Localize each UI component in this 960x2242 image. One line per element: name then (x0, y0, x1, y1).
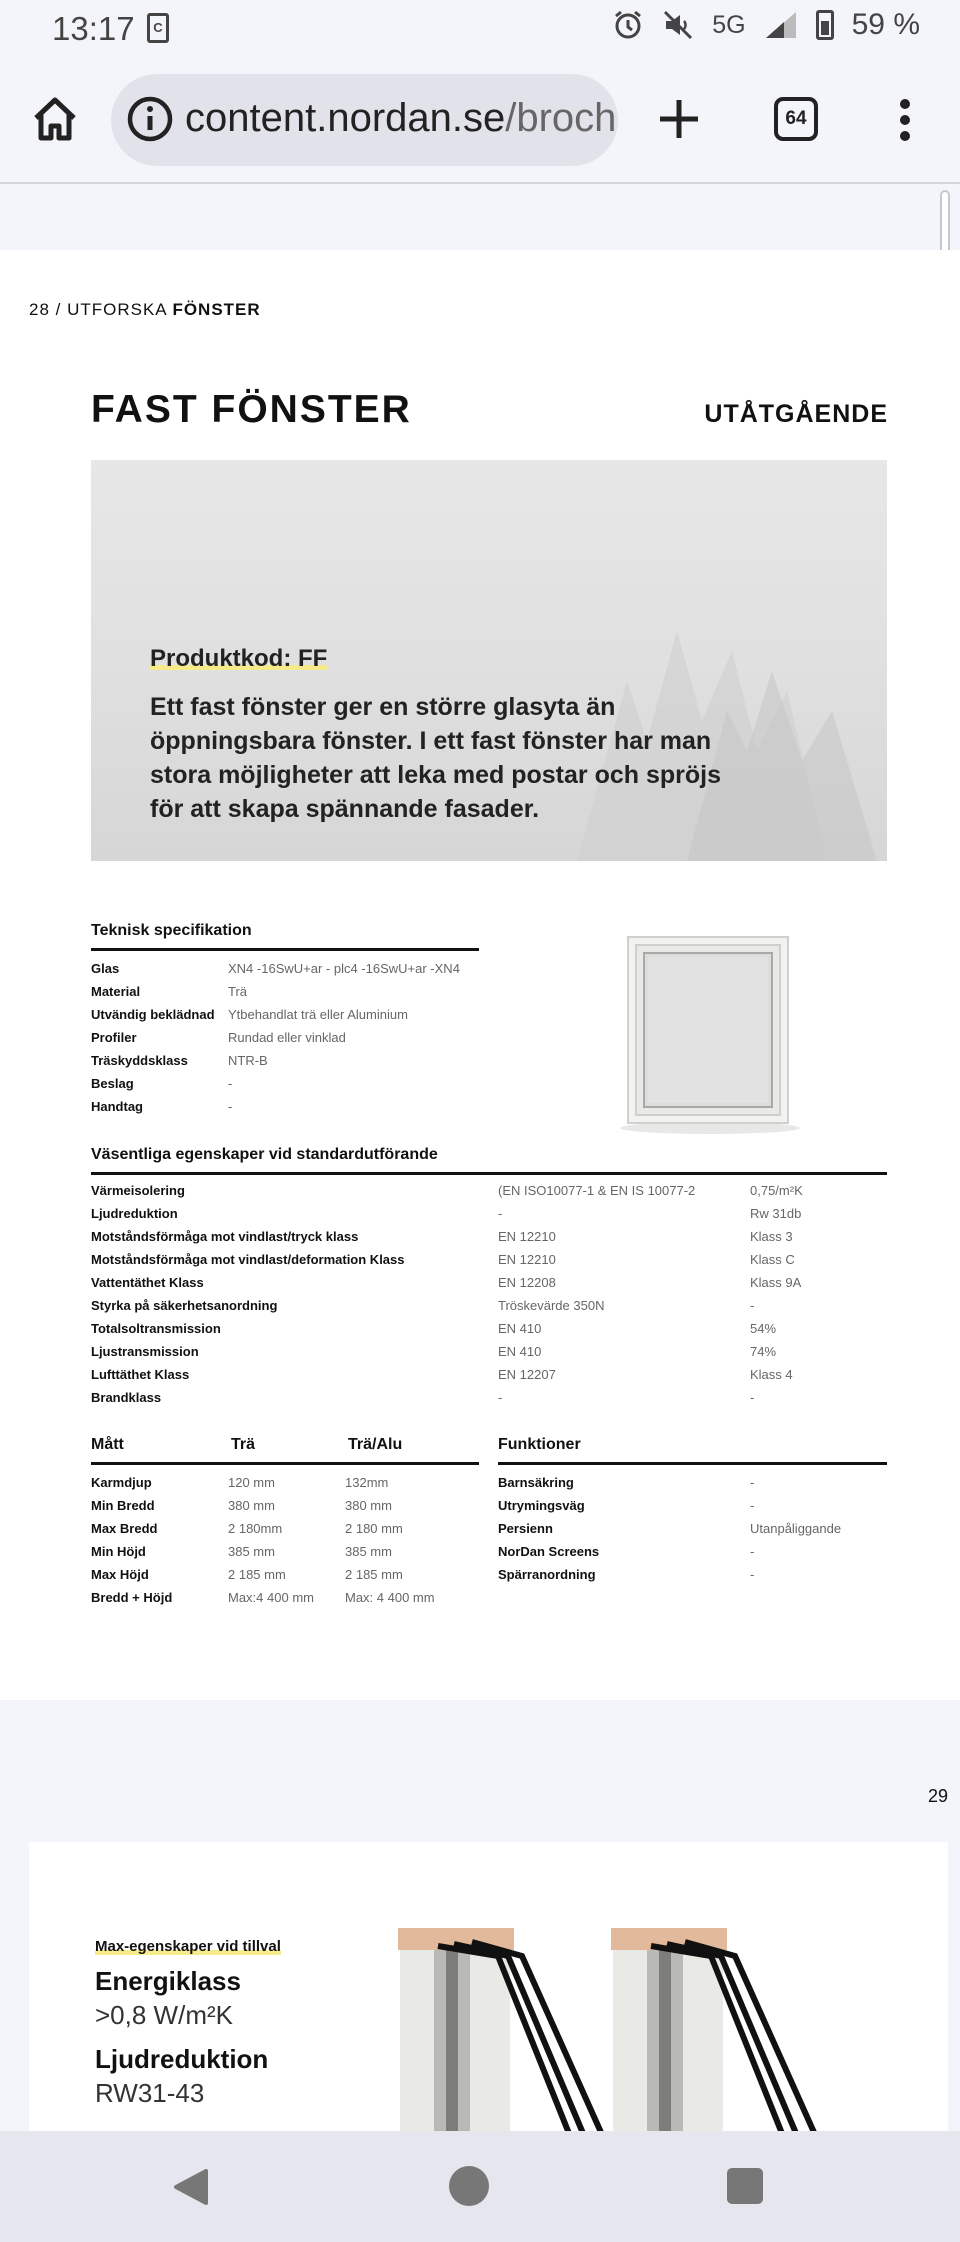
row-value: 132mm (345, 1475, 389, 1490)
row-value: 54% (750, 1321, 777, 1336)
row-value: EN 410 (498, 1344, 542, 1359)
status-icons (612, 8, 920, 42)
plus-icon[interactable] (656, 96, 702, 142)
info-icon[interactable] (125, 94, 175, 144)
network-type: 5G (712, 10, 746, 39)
row-label: Totalsoltransmission (91, 1321, 221, 1336)
row-value: NTR-B (228, 1053, 268, 1068)
home-icon[interactable] (30, 94, 80, 144)
system-nav-bar (0, 2131, 960, 2242)
row-label: Motståndsförmåga mot vindlast/tryck klass (91, 1229, 359, 1244)
row-value: - (498, 1390, 503, 1405)
row-value: EN 12210 (498, 1252, 556, 1267)
row-value: Ytbehandlat trä eller Aluminium (228, 1007, 408, 1022)
recents-icon[interactable] (727, 2168, 763, 2204)
row-value: - (498, 1206, 503, 1221)
row-value: - (750, 1544, 755, 1559)
essential-properties-heading: Väsentliga egenskaper vid standardutförande (91, 1146, 887, 1175)
row-value: Tröskevärde 350N (498, 1298, 605, 1313)
row-label: Handtag (91, 1099, 143, 1114)
row-label: Max Bredd (91, 1521, 158, 1536)
back-icon[interactable] (170, 2167, 210, 2207)
row-label: Brandklass (91, 1390, 162, 1405)
battery-level: 59 % (851, 8, 920, 41)
row-label: Värmeisolering (91, 1183, 185, 1198)
row-value: 380 mm (345, 1498, 392, 1513)
row-value: 74% (750, 1344, 777, 1359)
row-label: Material (91, 984, 141, 999)
row-label: Min Bredd (91, 1498, 155, 1513)
row-value: Trä (228, 984, 248, 999)
page-number: 29 (927, 1786, 948, 1806)
page-title: FAST FÖNSTER (91, 388, 412, 431)
feature-caption: Max-egenskaper vid tillval (95, 1938, 281, 1955)
row-label: Ljustransmission (91, 1344, 199, 1359)
row-label: Max Höjd (91, 1567, 149, 1582)
row-label: Glas (91, 961, 120, 976)
row-value: EN 410 (498, 1321, 542, 1336)
row-value: - (750, 1475, 755, 1490)
dimensions-heading: Mått Trä Trä/Alu (91, 1436, 479, 1465)
row-label: Motståndsförmåga mot vindlast/deformation Klass (91, 1252, 405, 1267)
home-circle-icon[interactable] (449, 2166, 489, 2206)
row-value: 385 mm (228, 1544, 275, 1559)
row-label: Bredd + Höjd (91, 1590, 173, 1605)
sim-icon: C (147, 13, 169, 43)
energy-value: >0,8 W/m²K (95, 2000, 233, 2030)
row-value: Utanpåliggande (750, 1521, 842, 1536)
row-value: 0,75/m²K (750, 1183, 803, 1198)
energy-label: Energiklass (95, 1966, 241, 1996)
row-value: 2 180mm (228, 1521, 283, 1536)
row-value: - (750, 1498, 755, 1513)
row-label: Beslag (91, 1076, 134, 1091)
row-value: Klass 9A (750, 1275, 802, 1290)
row-value: 380 mm (228, 1498, 275, 1513)
menu-dots-icon[interactable] (895, 98, 915, 142)
row-value: Klass 4 (750, 1367, 793, 1382)
row-value: (EN ISO10077-1 & EN IS 10077-2 (498, 1183, 696, 1198)
row-label: Styrka på säkerhetsanordning (91, 1298, 278, 1313)
row-value: EN 12207 (498, 1367, 556, 1382)
row-value: - (750, 1390, 755, 1405)
address-bar[interactable] (111, 74, 618, 166)
row-label: Min Höjd (91, 1544, 146, 1559)
row-label: Persienn (498, 1521, 553, 1536)
brochure-page-28 (0, 250, 960, 1700)
page-header: 28 / UTFORSKA FÖNSTER (29, 300, 261, 319)
row-label: Spärranordning (498, 1567, 596, 1582)
row-value: 120 mm (228, 1475, 275, 1490)
row-label: Utvändig beklädnad (91, 1007, 215, 1022)
row-value: Klass 3 (750, 1229, 793, 1244)
hero-image (91, 460, 887, 861)
row-value: - (228, 1099, 233, 1114)
tabs-icon[interactable]: 64 (774, 97, 818, 141)
row-value: Max:4 400 mm (228, 1590, 314, 1605)
row-value: - (750, 1567, 755, 1582)
row-label: Profiler (91, 1030, 137, 1045)
mute-icon (662, 9, 694, 41)
row-label: Träskyddsklass (91, 1053, 188, 1068)
product-description: Ett fast fönster ger en större glasyta än öppningsbara fönster. I ett fast fönster har man stora möjligheter att leka med postar och spröjs för att skapa spännande fasader. (150, 693, 721, 823)
row-label: Ljudreduktion (91, 1206, 178, 1221)
product-code: Produktkod: FF (150, 645, 328, 672)
row-value: Klass C (750, 1252, 795, 1267)
row-label: Utrymingsväg (498, 1498, 585, 1513)
row-value: Rundad eller vinklad (228, 1030, 346, 1045)
url-text: content.nordan.se/broch (185, 96, 617, 140)
row-label: NorDan Screens (498, 1544, 600, 1559)
row-value: 2 180 mm (345, 1521, 403, 1536)
row-value: - (228, 1076, 233, 1091)
browser-toolbar (0, 58, 960, 184)
sound-label: Ljudreduktion (95, 2044, 269, 2074)
row-value: 385 mm (345, 1544, 392, 1559)
status-bar (0, 0, 960, 58)
tech-spec-heading: Teknisk specifikation (91, 922, 479, 951)
row-value: 2 185 mm (345, 1567, 403, 1582)
clock: 13:17 (52, 10, 135, 47)
signal-icon (764, 10, 798, 40)
row-value: 2 185 mm (228, 1567, 286, 1582)
page-subtitle: UTÅTGÅENDE (704, 400, 888, 428)
row-value: XN4 -16SwU+ar - plc4 -16SwU+ar -XN4 (228, 961, 460, 976)
row-label: Karmdjup (91, 1475, 152, 1490)
alarm-icon (612, 9, 644, 41)
row-value: - (750, 1298, 755, 1313)
row-value: Rw 31db (750, 1206, 802, 1221)
window-illustration (620, 935, 800, 1135)
row-value: Max: 4 400 mm (345, 1590, 435, 1605)
functions-heading: Funktioner (498, 1436, 887, 1465)
row-value: EN 12210 (498, 1229, 556, 1244)
row-label: Lufttäthet Klass (91, 1367, 190, 1382)
row-label: Vattentäthet Klass (91, 1275, 204, 1290)
row-value: EN 12208 (498, 1275, 556, 1290)
sound-value: RW31-43 (95, 2078, 205, 2108)
battery-icon (816, 10, 834, 40)
row-label: Barnsäkring (498, 1475, 574, 1490)
